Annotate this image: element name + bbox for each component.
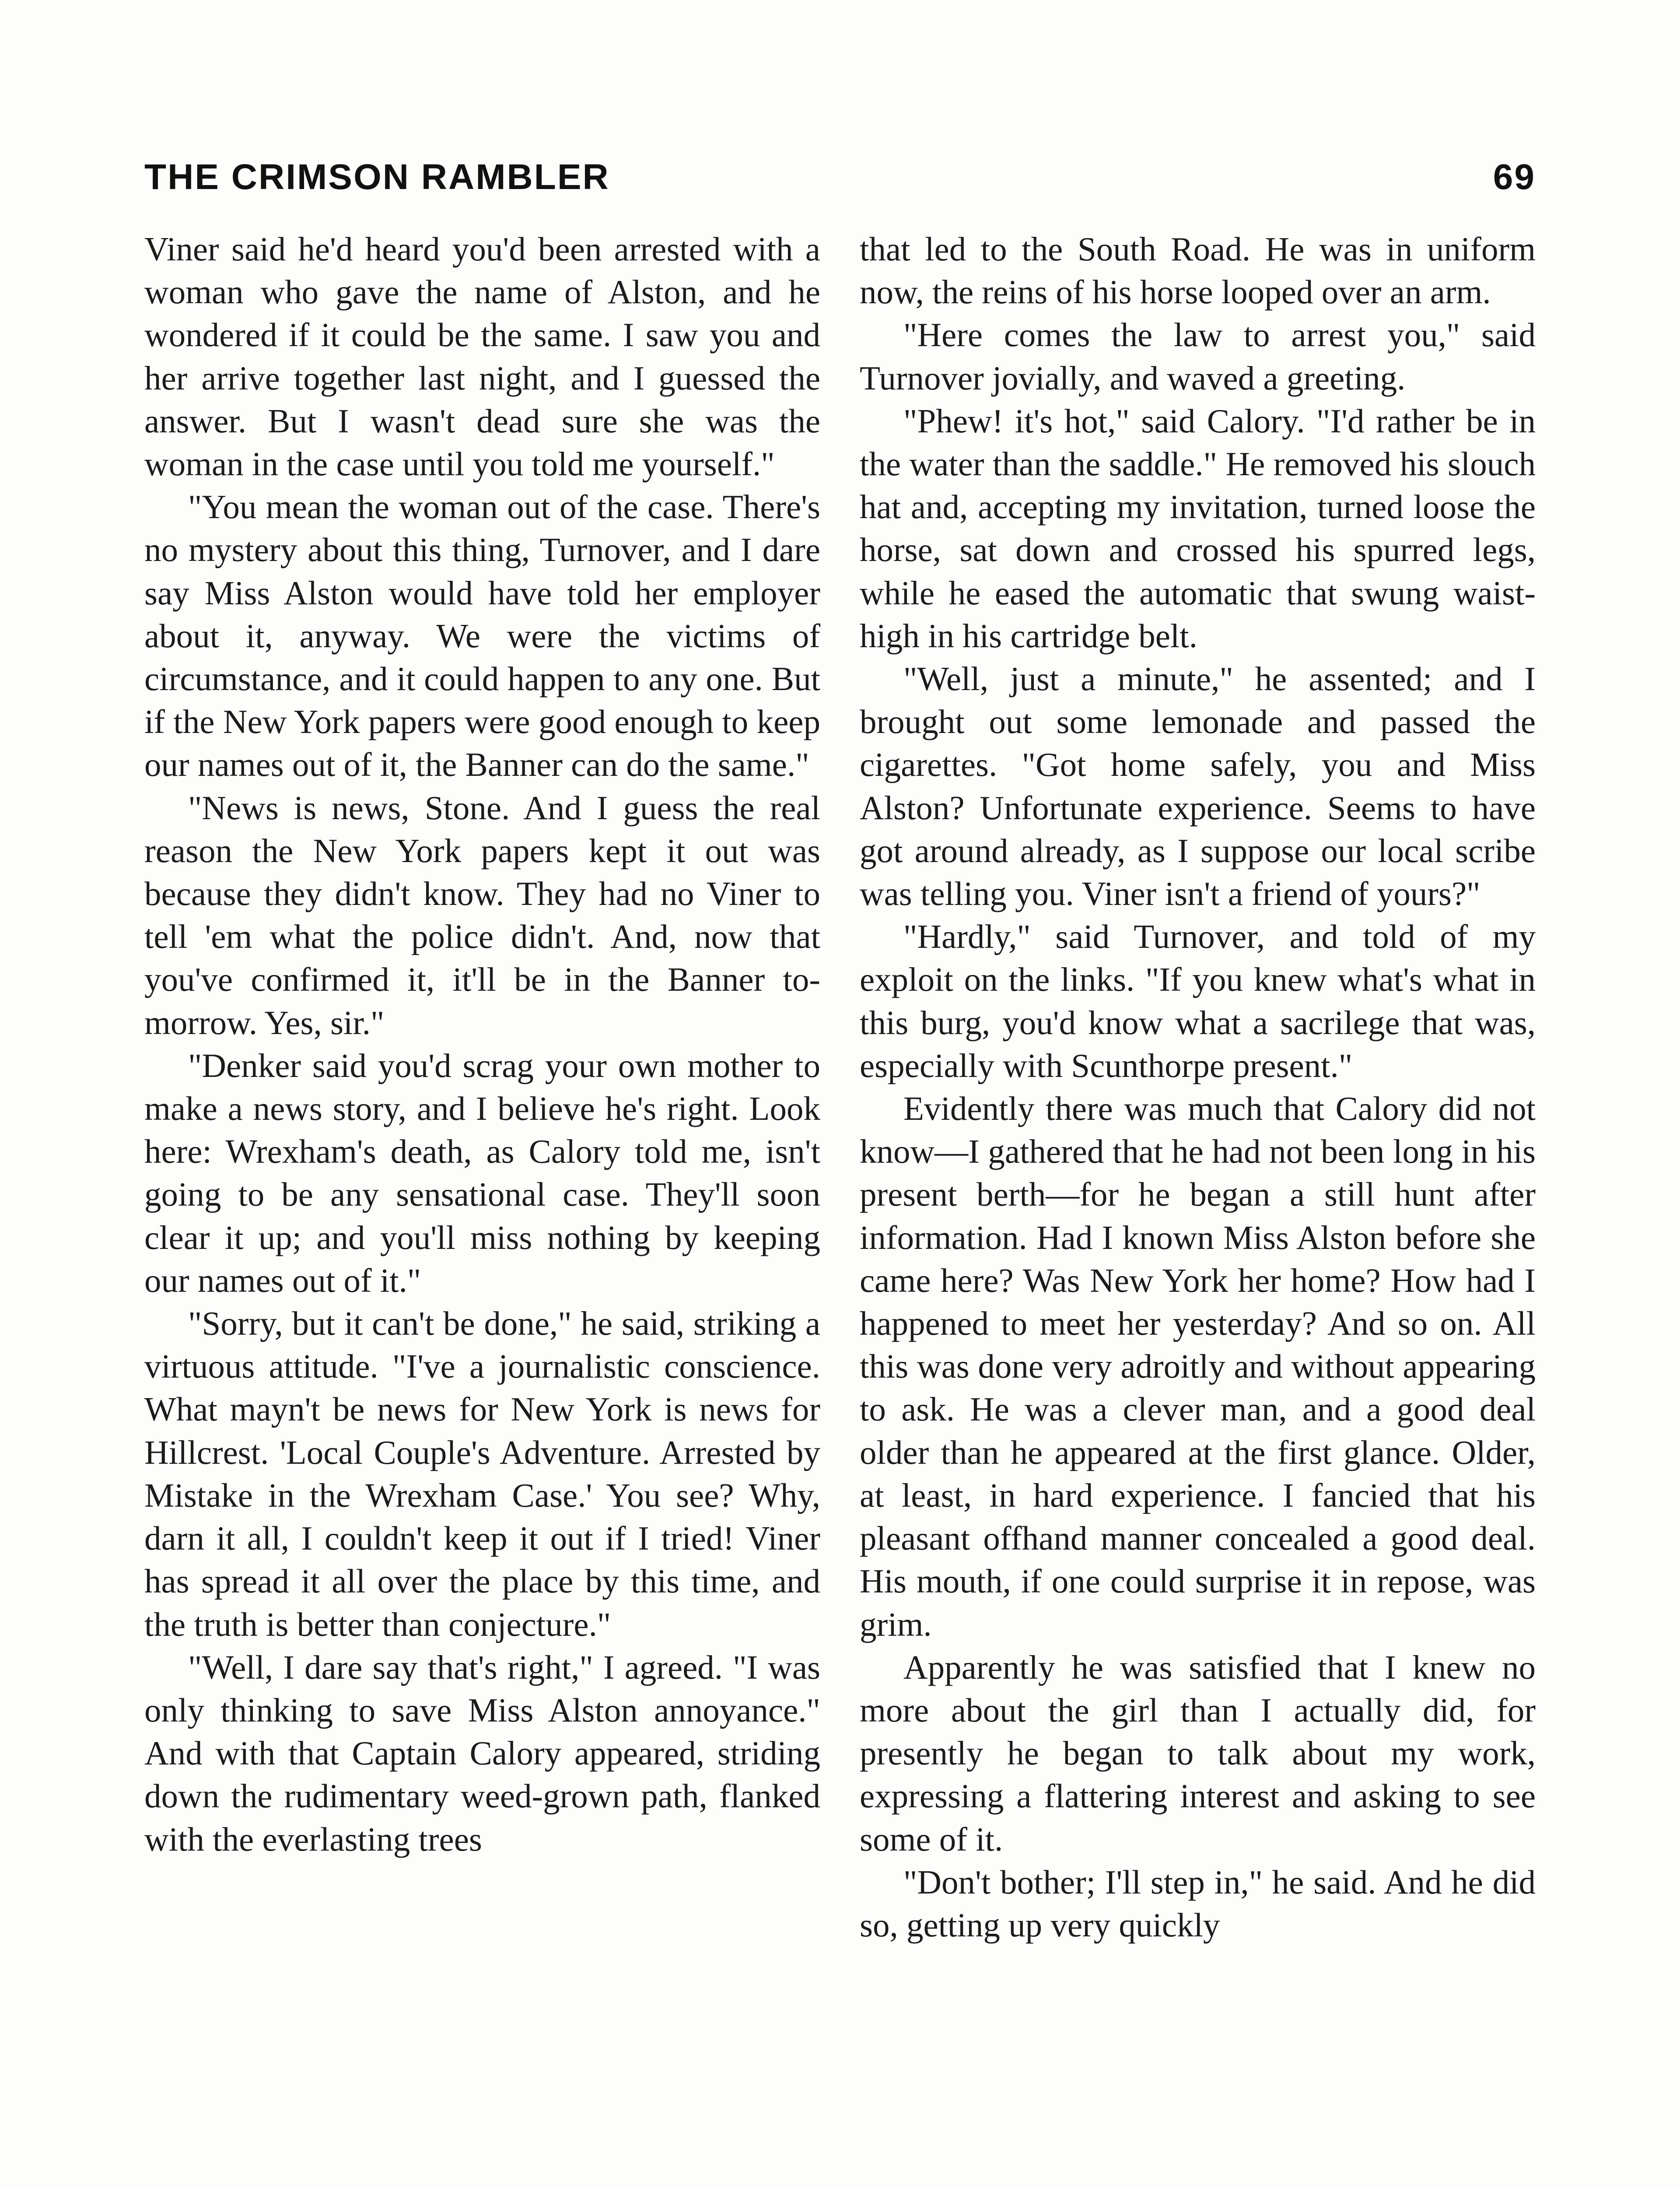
paragraph: Evidently there was much that Calory did not know—I gathered that he had not been long in his present berth—for he began a still hunt after information. Had I known Miss Alston before she came here? Was New York her home? How had I happened to meet her yesterday? And so on. All this was done very adroitly and without appearing to ask. He was a clever man, and a good deal older than he appeared at the first glance. Older, at least, in hard experience. I fancied that his pleasant offhand manner concealed a good deal. His mouth, if one could surprise it in repose, was grim. <box>860 1090 1536 1643</box>
paragraph: Viner said he'd heard you'd been arrested with a woman who gave the name of Alston, and he wondered if it could be the same. I saw you and her arrive together last night, and I guessed the answer. But I wasn't dead sure she was the woman in the case until you told me yourself." <box>144 230 820 483</box>
paragraph: "Phew! it's hot," said Calory. "I'd rather be in the water than the saddle." He removed his slouch hat and, accepting my invitation, turned loose the horse, sat down and crossed his spurred legs, while he eased the automatic that swung waist-high in his cartridge belt. <box>860 402 1536 655</box>
page-number: 69 <box>1493 157 1536 197</box>
right-column <box>860 228 1536 1946</box>
paragraph: "News is news, Stone. And I guess the real reason the New York papers kept it out was because they didn't know. They had no Viner to tell 'em what the police didn't. And, now that you've confirmed it, it'll be in the Banner to-morrow. Yes, sir." <box>144 789 820 1041</box>
paragraph: "Denker said you'd scrag your own mother to make a news story, and I believe he's right. Look here: Wrexham's death, as Calory told me, isn't going to be any sensational case. They'll soon clear it up; and you'll miss nothing by keeping our names out of it." <box>144 1046 820 1299</box>
text-columns <box>144 228 1536 1946</box>
paragraph: "Hardly," said Turnover, and told of my exploit on the links. "If you knew what's what in this burg, you'd know what a sacrilege that was, especially with Scunthorpe present." <box>860 918 1536 1084</box>
left-column <box>144 228 820 1946</box>
paragraph: "Here comes the law to arrest you," said Turnover jovially, and waved a greeting. <box>860 316 1536 397</box>
paragraph: "You mean the woman out of the case. There's no mystery about this thing, Turnover, and I dare say Miss Alston would have told her employer about it, anyway. We were the victims of circumstance, and it could happen to any one. But if the New York papers were good enough to keep our names out of it, the Banner can do the same." <box>144 488 820 784</box>
paragraph: "Don't bother; I'll step in," he said. And he did so, getting up very quickly <box>860 1863 1536 1944</box>
paragraph: "Well, just a minute," he assented; and I brought out some lemonade and passed the cigarettes. "Got home safely, you and Miss Alston? Unfortunate experience. Seems to have got around already, as I suppose our local scribe was telling you. Viner isn't a friend of yours?" <box>860 660 1536 913</box>
paragraph: that led to the South Road. He was in uniform now, the reins of his horse looped over an arm. <box>860 230 1536 311</box>
book-title: THE CRIMSON RAMBLER <box>144 157 610 197</box>
paragraph: "Well, I dare say that's right," I agreed. "I was only thinking to save Miss Alston annoyance." And with that Captain Calory appeared, striding down the rudimentary weed-grown path, flanked with the everlasting trees <box>144 1648 820 1858</box>
running-head <box>144 149 1536 206</box>
paragraph: Apparently he was satisfied that I knew no more about the girl than I actually did, for presently he began to talk about my work, expressing a flattering interest and asking to see some of it. <box>860 1648 1536 1858</box>
paragraph: "Sorry, but it can't be done," he said, striking a virtuous attitude. "I've a journalistic conscience. What mayn't be news for New York is news for Hillcrest. 'Local Couple's Adventure. Arrested by Mistake in the Wrexham Case.' You see? Why, darn it all, I couldn't keep it out if I tried! Viner has spread it all over the place by this time, and the truth is better than conjecture." <box>144 1304 820 1643</box>
